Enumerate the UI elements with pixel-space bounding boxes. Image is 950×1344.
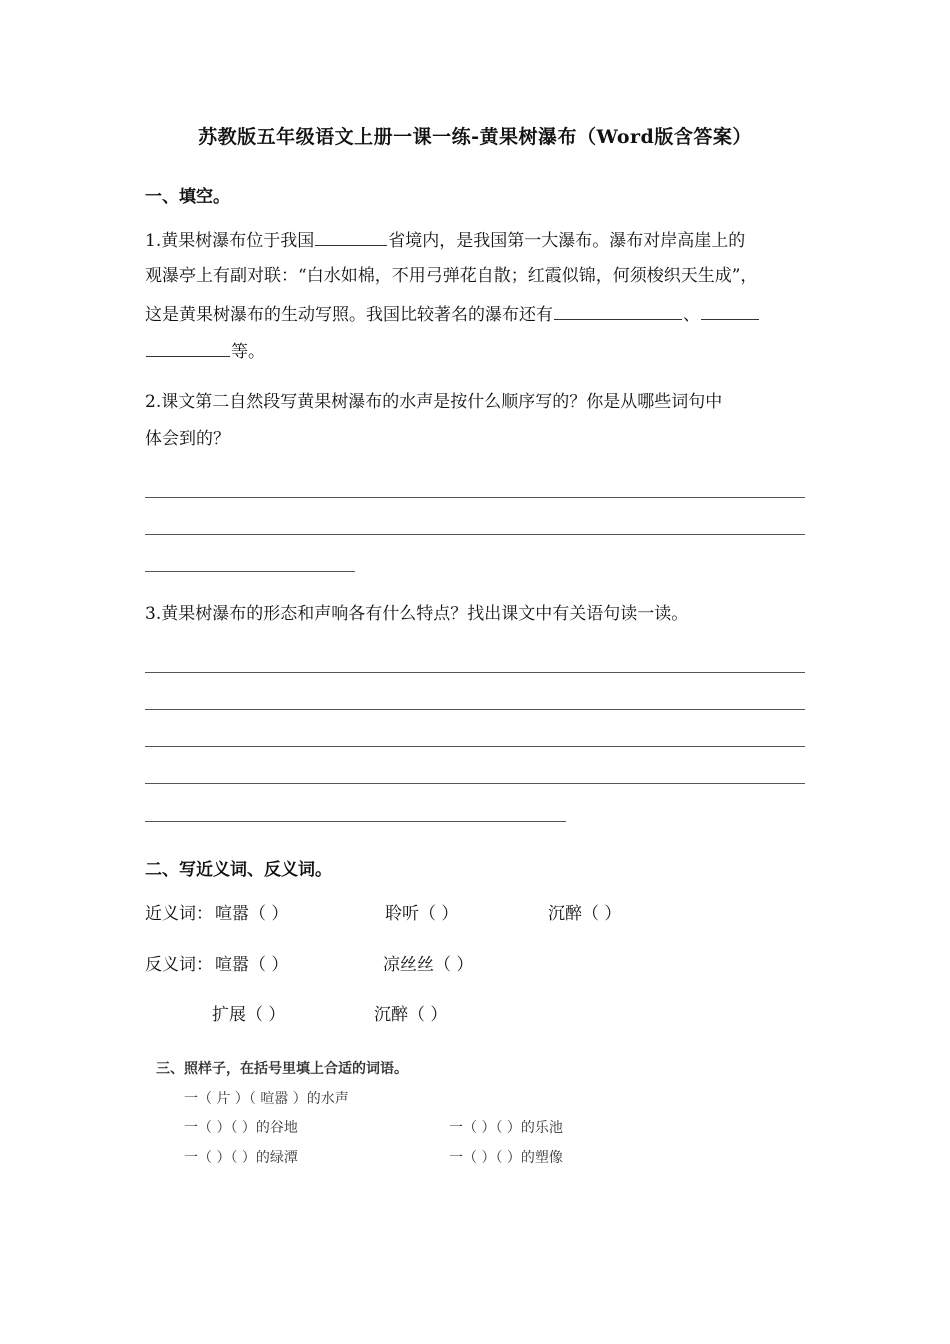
antonyms-label: 反义词： (145, 955, 213, 975)
q1-line-3 (145, 305, 760, 324)
q1-comma: 、 (683, 305, 700, 325)
q3-answer-line[interactable] (145, 783, 805, 784)
antonym-item[interactable]: 沉醉（ ） (374, 1005, 448, 1025)
q1-text-1b: 省境内，是我国第一大瀑布。瀑布对岸高崖上的 (388, 231, 746, 251)
q1-line-1 (145, 231, 745, 250)
q2-line-1: 2.课文第二自然段写黄果树瀑布的水声是按什么顺序写的？你是从哪些词句中 (145, 392, 723, 412)
q1-line-4 (145, 342, 265, 361)
q1-text-1a: 1.黄果树瀑布位于我国 (145, 231, 315, 251)
q3-answer-line[interactable] (145, 746, 805, 747)
section-1-heading: 一、填空。 (145, 187, 230, 207)
q1-line-2: 观瀑亭上有副对联：“白水如棉，不用弓弹花自散；红霞似锦，何须梭织天生成”， (145, 266, 758, 286)
q2-line-2: 体会到的？ (145, 429, 230, 449)
q3-answer-line[interactable] (145, 672, 805, 673)
synonym-item[interactable]: 沉醉（ ） (548, 904, 622, 924)
q2-answer-line[interactable] (145, 534, 805, 535)
q2-answer-line[interactable] (145, 497, 805, 498)
section-3-heading: 三、照样子，在括号里填上合适的词语。 (156, 1061, 408, 1077)
q3-line-1: 3.黄果树瀑布的形态和声响各有什么特点？找出课文中有关语句读一读。 (145, 604, 689, 624)
q3-answer-line[interactable] (145, 821, 566, 822)
section-2-heading: 二、写近义词、反义词。 (145, 860, 332, 880)
synonym-item[interactable]: 喧嚣（ ） (215, 904, 289, 924)
q1-text-3a: 这是黄果树瀑布的生动写照。我国比较著名的瀑布还有 (145, 305, 553, 325)
synonym-item[interactable]: 聆听（ ） (385, 904, 459, 924)
fill-row[interactable]: 一（ ）（ ）的乐池 (449, 1120, 563, 1136)
fill-row[interactable]: 一（ ）（ ）的绿潭 (184, 1150, 298, 1166)
fill-row[interactable]: 一（ ）（ ）的塑像 (449, 1150, 563, 1166)
q3-answer-line[interactable] (145, 709, 805, 710)
synonyms-label: 近义词： (145, 904, 213, 924)
antonym-item[interactable]: 扩展（ ） (212, 1005, 286, 1025)
antonym-item[interactable]: 喧嚣（ ） (215, 955, 289, 975)
waterfall-blank-2a[interactable] (701, 305, 759, 320)
q2-answer-line[interactable] (145, 571, 355, 572)
document-title: 苏教版五年级语文上册一课一练-黄果树瀑布（Word版含答案） (198, 126, 752, 148)
waterfall-blank-2b[interactable] (146, 342, 230, 357)
q1-text-4: 等。 (231, 342, 265, 362)
waterfall-blank-1[interactable] (554, 305, 682, 320)
example-row: 一（ 片 ）（ 喧嚣 ）的水声 (184, 1091, 349, 1107)
province-blank[interactable] (315, 231, 387, 246)
antonym-item[interactable]: 凉丝丝（ ） (383, 955, 474, 975)
fill-row[interactable]: 一（ ）（ ）的谷地 (184, 1120, 298, 1136)
